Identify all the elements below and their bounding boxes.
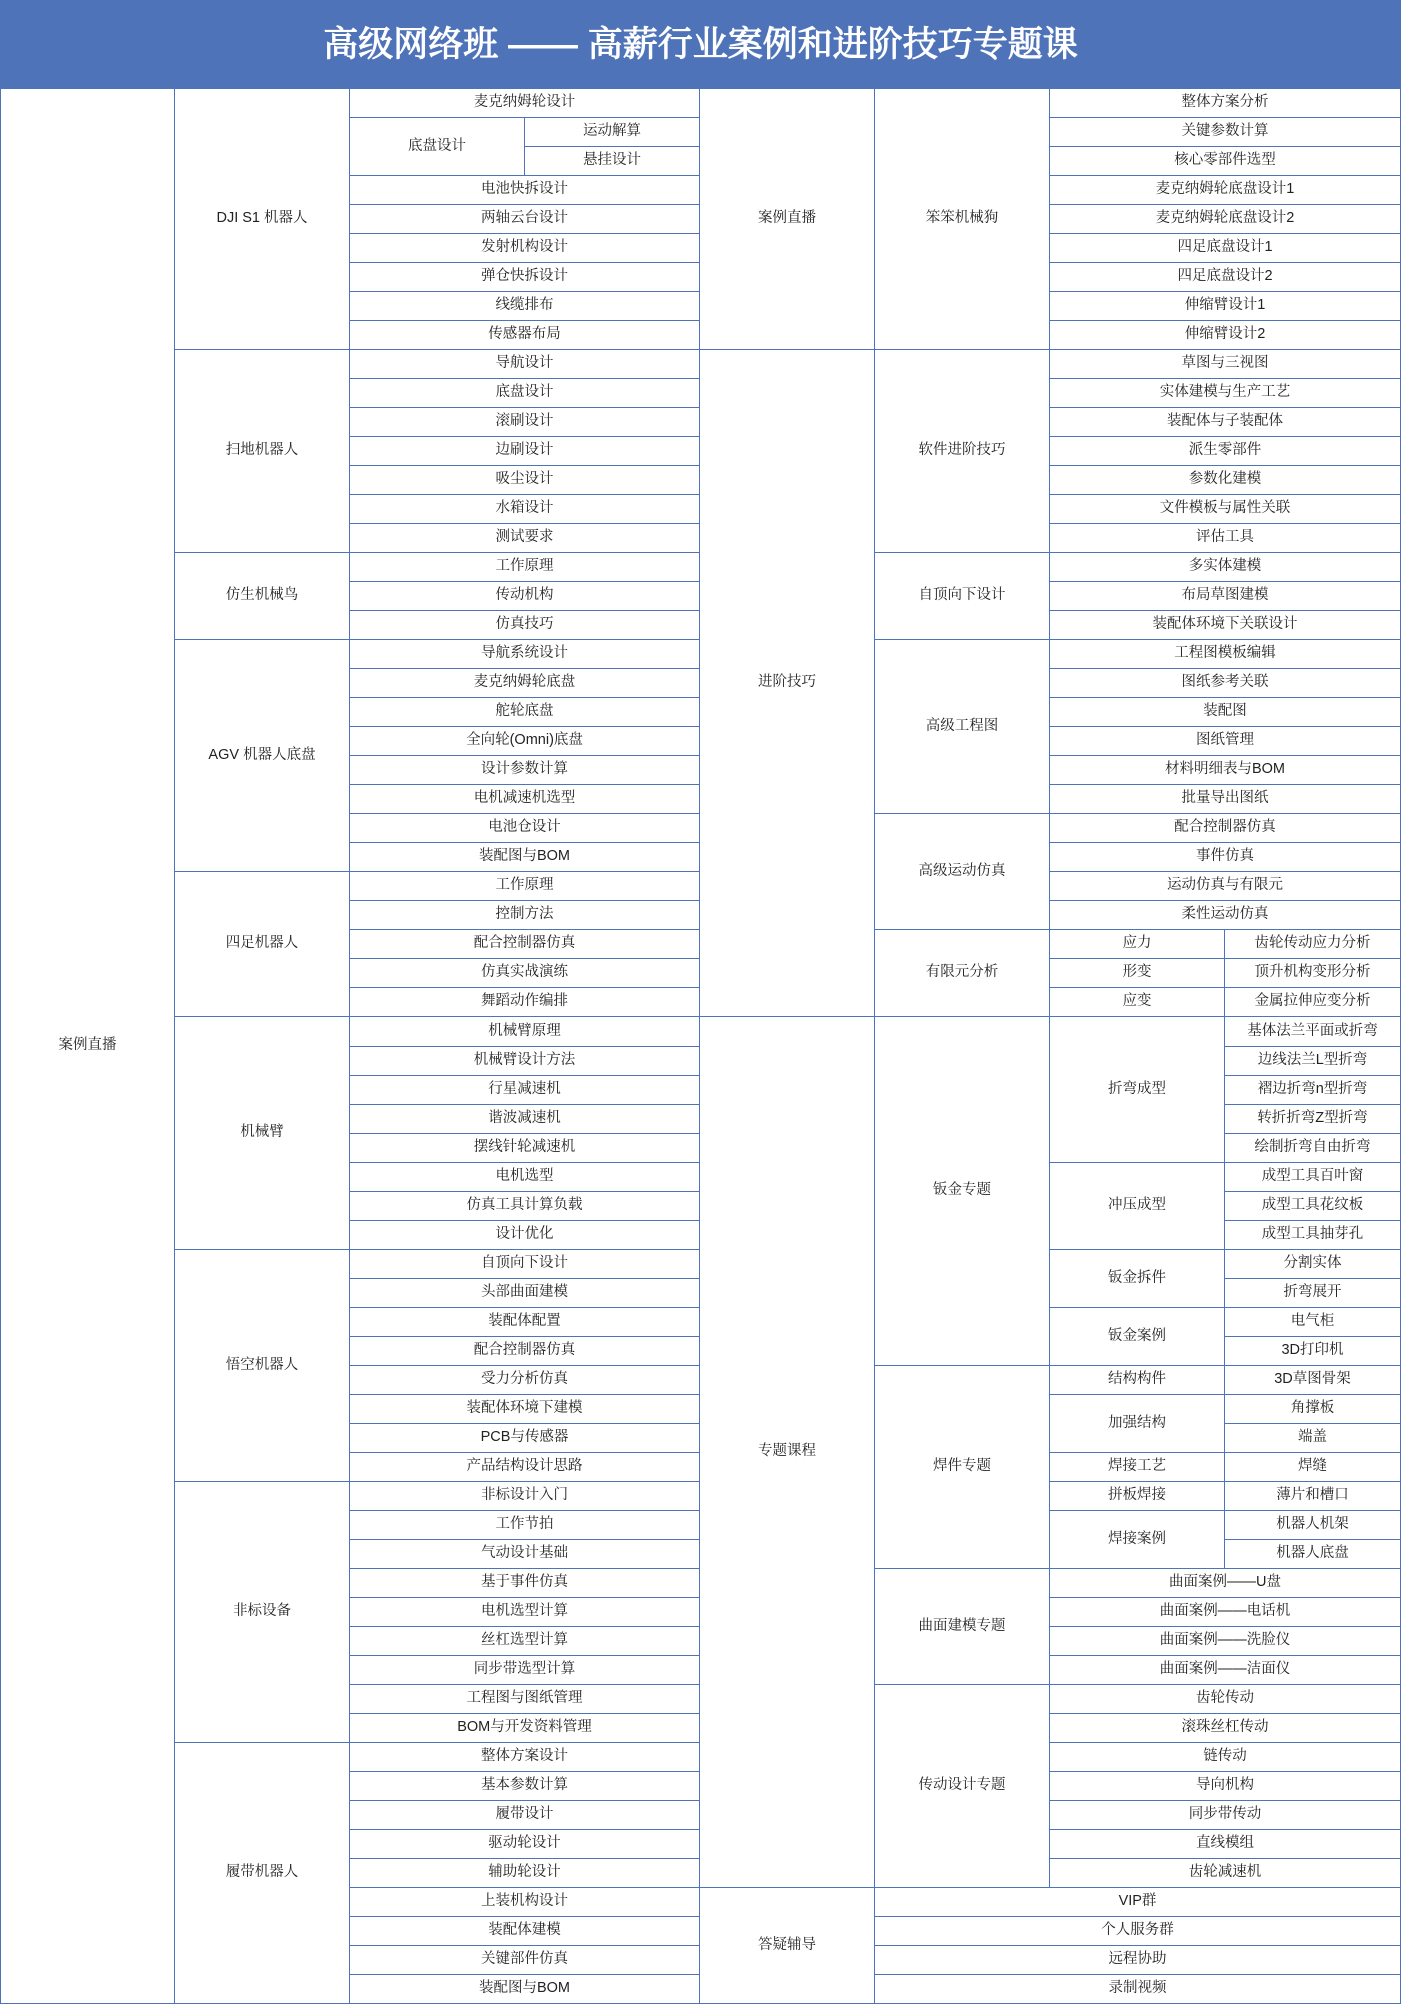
topic-item: 装配体环境下关联设计 <box>1050 611 1401 640</box>
topic-item: 柔性运动仿真 <box>1050 901 1401 930</box>
project-name: AGV 机器人底盘 <box>175 640 350 872</box>
section-label: 答疑辅导 <box>700 1888 875 2004</box>
topic-item: 麦克纳姆轮底盘设计2 <box>1050 205 1401 234</box>
topic-item: 多实体建模 <box>1050 553 1401 582</box>
topic-item: 辅助轮设计 <box>350 1859 700 1888</box>
topic-item: 角撑板 <box>1225 1395 1401 1424</box>
topic-item: 发射机构设计 <box>350 234 700 263</box>
topic-item: 自顶向下设计 <box>350 1250 700 1279</box>
topic-item: 褶边折弯n型折弯 <box>1225 1076 1401 1105</box>
topic-item: 麦克纳姆轮设计 <box>350 89 700 118</box>
topic-item: 批量导出图纸 <box>1050 785 1401 814</box>
topic-item: 参数化建模 <box>1050 466 1401 495</box>
topic-item: 谐波减速机 <box>350 1105 700 1134</box>
topic-item: 伸缩臂设计1 <box>1050 292 1401 321</box>
topic-item: 评估工具 <box>1050 524 1401 553</box>
topic-item: 文件模板与属性关联 <box>1050 495 1401 524</box>
topic-item: 装配体建模 <box>350 1917 700 1946</box>
topic-item: 顶升机构变形分析 <box>1225 959 1401 988</box>
topic-item: 舵轮底盘 <box>350 698 700 727</box>
topic-item: 基体法兰平面或折弯 <box>1225 1017 1401 1047</box>
topic-item: 齿轮传动 <box>1050 1685 1401 1714</box>
topic-item: 仿真实战演练 <box>350 959 700 988</box>
subject-name: 软件进阶技巧 <box>875 350 1050 553</box>
topic-item: 转折折弯Z型折弯 <box>1225 1105 1401 1134</box>
topic-item: 装配体环境下建模 <box>350 1395 700 1424</box>
topic-item: 伸缩臂设计2 <box>1050 321 1401 350</box>
topic-item: 丝杠选型计算 <box>350 1627 700 1656</box>
topic-item: 配合控制器仿真 <box>350 1337 700 1366</box>
topic-item: 核心零部件选型 <box>1050 147 1401 176</box>
topic-item: 装配体配置 <box>350 1308 700 1337</box>
section-label: 案例直播 <box>0 89 175 2004</box>
topic-item: VIP群 <box>875 1888 1401 1917</box>
topic-item: 麦克纳姆轮底盘 <box>350 669 700 698</box>
topic-item: 机械臂原理 <box>350 1017 700 1047</box>
topic-item: 远程协助 <box>875 1946 1401 1975</box>
group-label: 拼板焊接 <box>1050 1482 1225 1511</box>
topic-item: 底盘设计 <box>350 379 700 408</box>
topic-item: 关键部件仿真 <box>350 1946 700 1975</box>
topic-item: 测试要求 <box>350 524 700 553</box>
group-label: 钣金案例 <box>1050 1308 1225 1366</box>
topic-item: 曲面案例——电话机 <box>1050 1598 1401 1627</box>
topic-item: 运动仿真与有限元 <box>1050 872 1401 901</box>
group-label: 折弯成型 <box>1050 1017 1225 1163</box>
page-title: 高级网络班 —— 高薪行业案例和进阶技巧专题课 <box>0 0 1401 89</box>
topic-item: 电机选型计算 <box>350 1598 700 1627</box>
topic-item: 折弯展开 <box>1225 1279 1401 1308</box>
topic-item: 关键参数计算 <box>1050 118 1401 147</box>
topic-item: 底盘设计 <box>350 118 525 176</box>
topic-item: 滚刷设计 <box>350 408 700 437</box>
group-label: 冲压成型 <box>1050 1163 1225 1250</box>
topic-item: 非标设计入门 <box>350 1482 700 1511</box>
topic-item: 工程图与图纸管理 <box>350 1685 700 1714</box>
subject-name: 有限元分析 <box>875 930 1050 1017</box>
project-name: 非标设备 <box>175 1482 350 1743</box>
topic-item: 成型工具花纹板 <box>1225 1192 1401 1221</box>
topic-item: 工程图模板编辑 <box>1050 640 1401 669</box>
topic-item: 分割实体 <box>1225 1250 1401 1279</box>
project-name: 扫地机器人 <box>175 350 350 553</box>
topic-item: 工作原理 <box>350 872 700 901</box>
topic-item: 个人服务群 <box>875 1917 1401 1946</box>
group-label: 形变 <box>1050 959 1225 988</box>
topic-item: 导航设计 <box>350 350 700 379</box>
topic-item: 传感器布局 <box>350 321 700 350</box>
section-label: 进阶技巧 <box>700 350 875 1017</box>
topic-item: 整体方案分析 <box>1050 89 1401 118</box>
topic-item: 链传动 <box>1050 1743 1401 1772</box>
topic-item: 布局草图建模 <box>1050 582 1401 611</box>
topic-item: 舞蹈动作编排 <box>350 988 700 1017</box>
topic-item: 机器人机架 <box>1225 1511 1401 1540</box>
group-label: 应力 <box>1050 930 1225 959</box>
topic-item: 电池仓设计 <box>350 814 700 843</box>
topic-item: 机械臂设计方法 <box>350 1047 700 1076</box>
topic-item: 事件仿真 <box>1050 843 1401 872</box>
subject-name: 高级工程图 <box>875 640 1050 814</box>
topic-item: 基于事件仿真 <box>350 1569 700 1598</box>
topic-item: 同步带传动 <box>1050 1801 1401 1830</box>
project-name: 悟空机器人 <box>175 1250 350 1482</box>
topic-item: 线缆排布 <box>350 292 700 321</box>
topic-item: 受力分析仿真 <box>350 1366 700 1395</box>
topic-item: 摆线针轮减速机 <box>350 1134 700 1163</box>
group-label: 加强结构 <box>1050 1395 1225 1453</box>
topic-item: 派生零部件 <box>1050 437 1401 466</box>
topic-item: 水箱设计 <box>350 495 700 524</box>
subject-name: 高级运动仿真 <box>875 814 1050 930</box>
topic-item: 控制方法 <box>350 901 700 930</box>
topic-item: 两轴云台设计 <box>350 205 700 234</box>
topic-item: 曲面案例——U盘 <box>1050 1569 1401 1598</box>
topic-item: 行星减速机 <box>350 1076 700 1105</box>
topic-item: 焊缝 <box>1225 1453 1401 1482</box>
topic-item: 滚珠丝杠传动 <box>1050 1714 1401 1743</box>
topic-item: 装配图与BOM <box>350 1975 700 2004</box>
topic-item: 齿轮减速机 <box>1050 1859 1401 1888</box>
project-name: 仿生机械鸟 <box>175 553 350 640</box>
topic-item: 装配图 <box>1050 698 1401 727</box>
course-table <box>0 89 1401 2004</box>
group-label: 结构构件 <box>1050 1366 1225 1395</box>
topic-item: 成型工具百叶窗 <box>1225 1163 1401 1192</box>
topic-item: 工作节拍 <box>350 1511 700 1540</box>
topic-item: 基本参数计算 <box>350 1772 700 1801</box>
project-name: 履带机器人 <box>175 1743 350 2004</box>
subject-name: 自顶向下设计 <box>875 553 1050 640</box>
topic-item: 电机减速机选型 <box>350 785 700 814</box>
topic-item: 仿真技巧 <box>350 611 700 640</box>
subject-name: 钣金专题 <box>875 1017 1050 1366</box>
topic-item: 上装机构设计 <box>350 1888 700 1917</box>
section-label: 专题课程 <box>700 1017 875 1888</box>
topic-item: BOM与开发资料管理 <box>350 1714 700 1743</box>
group-label: 焊接案例 <box>1050 1511 1225 1569</box>
subject-name: 焊件专题 <box>875 1366 1050 1569</box>
section-label: 案例直播 <box>700 89 875 350</box>
topic-item: 装配图与BOM <box>350 843 700 872</box>
topic-item: 机器人底盘 <box>1225 1540 1401 1569</box>
topic-item: 直线模组 <box>1050 1830 1401 1859</box>
topic-item: 整体方案设计 <box>350 1743 700 1772</box>
topic-item: 导航系统设计 <box>350 640 700 669</box>
topic-item: 绘制折弯自由折弯 <box>1225 1134 1401 1163</box>
topic-item: 驱动轮设计 <box>350 1830 700 1859</box>
topic-item: 导向机构 <box>1050 1772 1401 1801</box>
topic-item: 四足底盘设计2 <box>1050 263 1401 292</box>
topic-subitem: 运动解算 <box>525 118 700 147</box>
topic-item: 3D打印机 <box>1225 1337 1401 1366</box>
topic-item: 曲面案例——洁面仪 <box>1050 1656 1401 1685</box>
topic-item: 录制视频 <box>875 1975 1401 2004</box>
topic-item: 吸尘设计 <box>350 466 700 495</box>
topic-item: 成型工具抽芽孔 <box>1225 1221 1401 1250</box>
topic-item: 齿轮传动应力分析 <box>1225 930 1401 959</box>
topic-item: 3D草图骨架 <box>1225 1366 1401 1395</box>
topic-item: 仿真工具计算负载 <box>350 1192 700 1221</box>
topic-item: 设计参数计算 <box>350 756 700 785</box>
topic-item: 气动设计基础 <box>350 1540 700 1569</box>
topic-item: 同步带选型计算 <box>350 1656 700 1685</box>
topic-item: 薄片和槽口 <box>1225 1482 1401 1511</box>
subject-name: 笨笨机械狗 <box>875 89 1050 350</box>
group-label: 钣金拆件 <box>1050 1250 1225 1308</box>
subject-name: 曲面建模专题 <box>875 1569 1050 1685</box>
topic-item: 图纸参考关联 <box>1050 669 1401 698</box>
topic-item: 头部曲面建模 <box>350 1279 700 1308</box>
topic-item: 产品结构设计思路 <box>350 1453 700 1482</box>
topic-subitem: 悬挂设计 <box>525 147 700 176</box>
topic-item: 金属拉伸应变分析 <box>1225 988 1401 1017</box>
project-name: 四足机器人 <box>175 872 350 1017</box>
topic-item: 边刷设计 <box>350 437 700 466</box>
topic-item: 四足底盘设计1 <box>1050 234 1401 263</box>
topic-item: 麦克纳姆轮底盘设计1 <box>1050 176 1401 205</box>
topic-item: 装配体与子装配体 <box>1050 408 1401 437</box>
subject-name: 传动设计专题 <box>875 1685 1050 1888</box>
topic-item: 电池快拆设计 <box>350 176 700 205</box>
project-name: DJI S1 机器人 <box>175 89 350 350</box>
topic-item: PCB与传感器 <box>350 1424 700 1453</box>
topic-item: 工作原理 <box>350 553 700 582</box>
group-label: 应变 <box>1050 988 1225 1017</box>
topic-item: 全向轮(Omni)底盘 <box>350 727 700 756</box>
topic-item: 草图与三视图 <box>1050 350 1401 379</box>
topic-item: 电机选型 <box>350 1163 700 1192</box>
group-label: 焊接工艺 <box>1050 1453 1225 1482</box>
topic-item: 曲面案例——洗脸仪 <box>1050 1627 1401 1656</box>
topic-item: 配合控制器仿真 <box>1050 814 1401 843</box>
project-name: 机械臂 <box>175 1017 350 1250</box>
topic-item: 履带设计 <box>350 1801 700 1830</box>
topic-item: 设计优化 <box>350 1221 700 1250</box>
topic-item: 实体建模与生产工艺 <box>1050 379 1401 408</box>
topic-item: 弹仓快拆设计 <box>350 263 700 292</box>
topic-item: 传动机构 <box>350 582 700 611</box>
topic-item: 端盖 <box>1225 1424 1401 1453</box>
topic-item: 电气柜 <box>1225 1308 1401 1337</box>
topic-item: 材料明细表与BOM <box>1050 756 1401 785</box>
topic-item: 图纸管理 <box>1050 727 1401 756</box>
topic-item: 配合控制器仿真 <box>350 930 700 959</box>
topic-item: 边线法兰L型折弯 <box>1225 1047 1401 1076</box>
